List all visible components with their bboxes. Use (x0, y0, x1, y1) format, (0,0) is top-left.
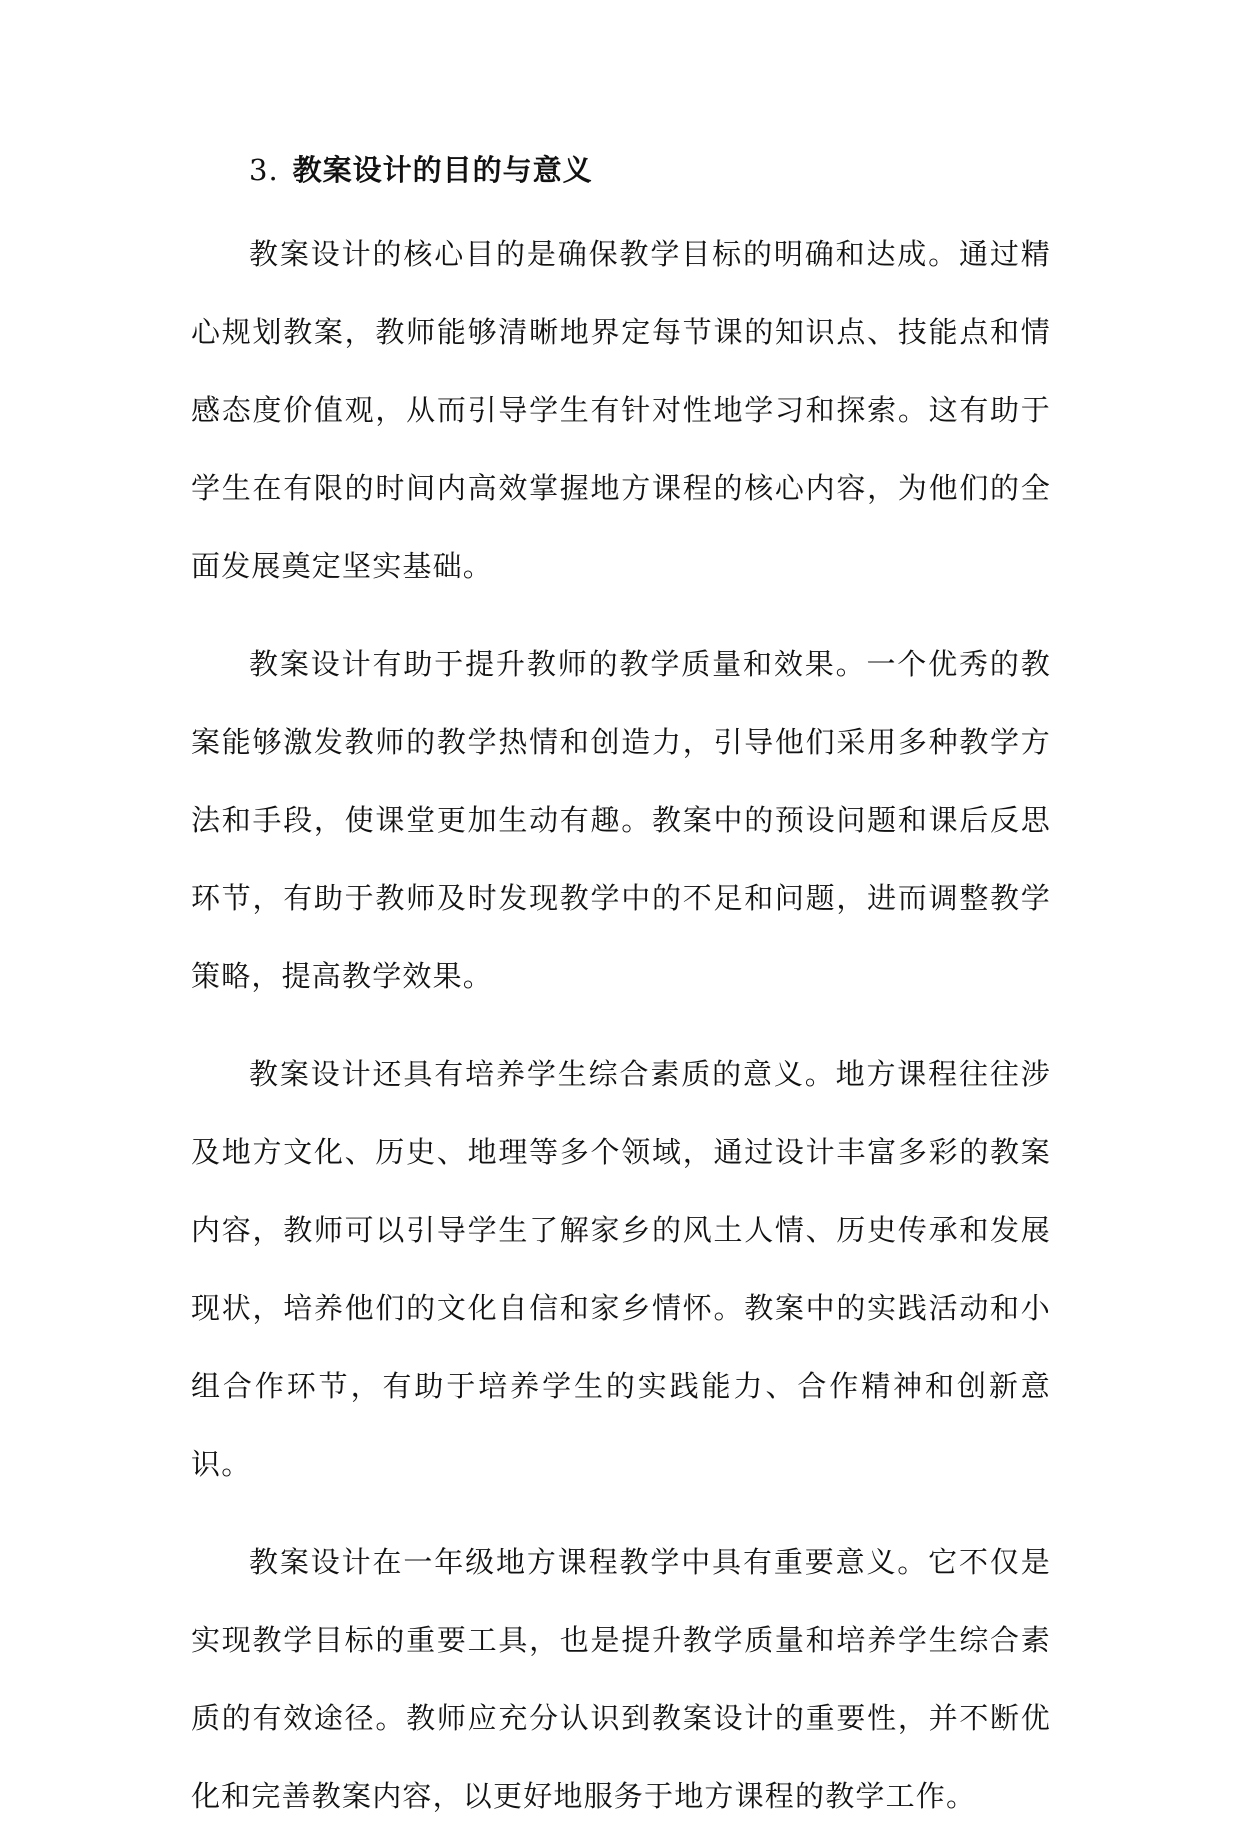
paragraph-purpose: 教案设计的核心目的是确保教学目标的明确和达成。通过精心规划教案，教师能够清晰地界定每节课的知识点、技能点和情感态度价值观，从而引导学生有针对性地学习和探索。这有助于学生在有限的时间内高效掌握地方课程的核心内容，为他们的全面发展奠定坚实基础。 (191, 237, 1051, 583)
section-title: 教案设计的目的与意义 (292, 153, 593, 187)
paragraph-teaching-quality: 教案设计有助于提升教师的教学质量和效果。一个优秀的教案能够激发教师的教学热情和创造力，引导他们采用多种教学方法和手段，使课堂更加生动有趣。教案中的预设问题和课后反思环节，有助于教师及时发现教学中的不足和问题，进而调整教学策略，提高教学效果。 (191, 647, 1051, 993)
paragraph-conclusion: 教案设计在一年级地方课程教学中具有重要意义。它不仅是实现教学目标的重要工具，也是提升教学质量和培养学生综合素质的有效途径。教师应充分认识到教案设计的重要性，并不断优化和完善教案内容，以更好地服务于地方课程的教学工作。 (191, 1545, 1051, 1813)
section-number: 3. (249, 153, 279, 187)
section-heading (191, 145, 1051, 195)
document-body (191, 145, 1051, 1835)
paragraph-student-quality: 教案设计还具有培养学生综合素质的意义。地方课程往往涉及地方文化、历史、地理等多个领域，通过设计丰富多彩的教案内容，教师可以引导学生了解家乡的风土人情、历史传承和发展现状，培养他们的文化自信和家乡情怀。教案中的实践活动和小组合作环节，有助于培养学生的实践能力、合作精神和创新意识。 (191, 1057, 1051, 1481)
